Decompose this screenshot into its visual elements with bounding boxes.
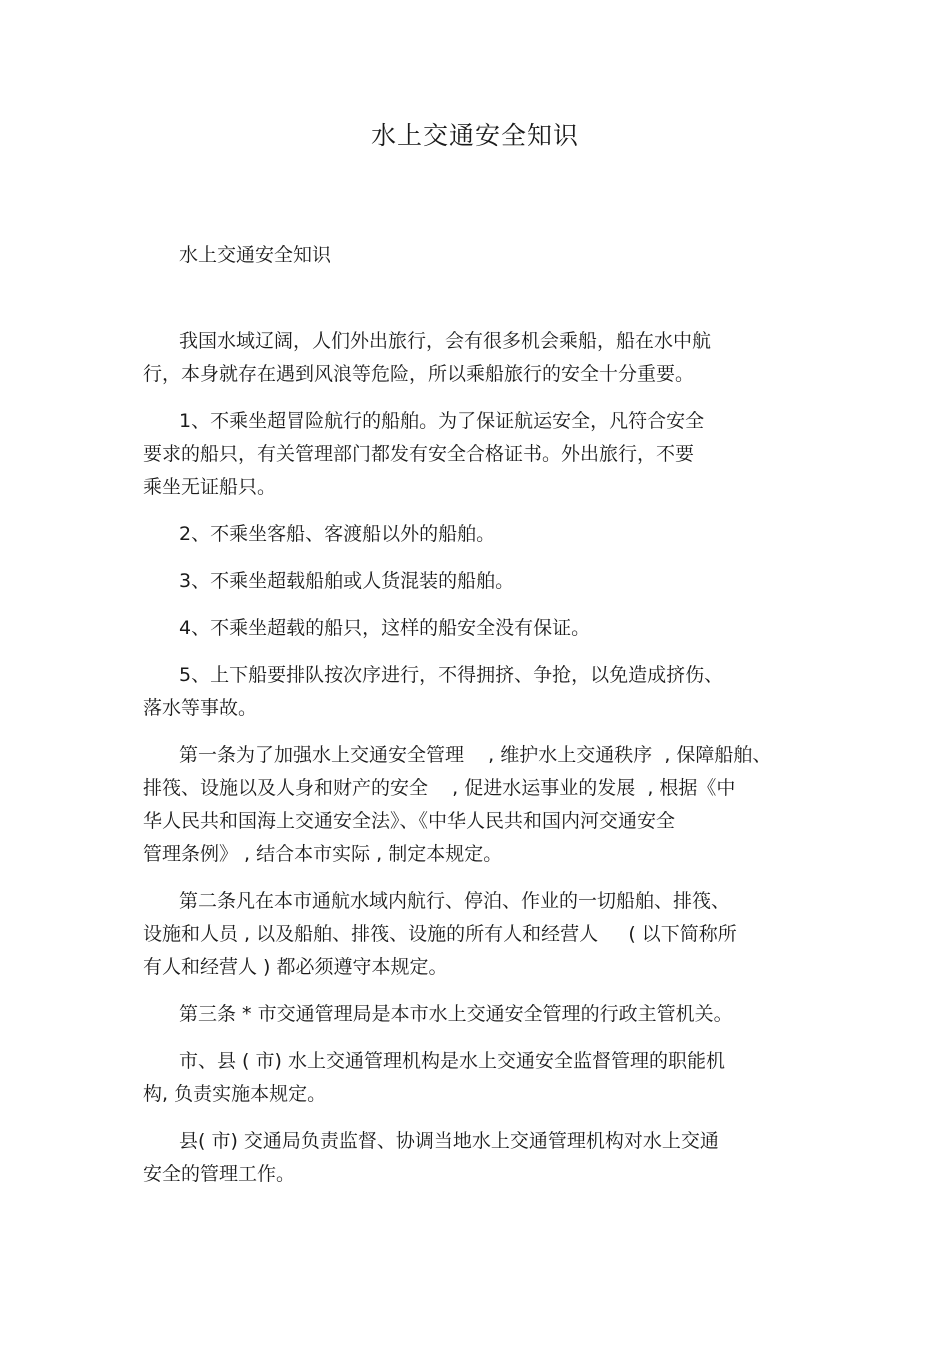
paragraph (143, 1045, 823, 1111)
paragraph-line: 县( 市) 交通局负责监督、协调当地水上交通管理机构对水上交通 (179, 1130, 719, 1152)
paragraph (143, 518, 823, 551)
paragraph (143, 659, 823, 725)
paragraph-line: 3、不乘坐超载船舶或人货混装的船舶。 (179, 570, 515, 592)
paragraph-line: 安全的管理工作。 (143, 1163, 296, 1185)
paragraph-line: 设施和人员 , 以及船舶、排筏、设施的所有人和经营人 ( 以下简称所 (143, 923, 737, 945)
paragraph (143, 1125, 823, 1191)
paragraph (143, 885, 823, 984)
paragraph-line: 行，本身就存在遇到风浪等危险，所以乘船旅行的安全十分重要。 (143, 363, 695, 385)
paragraph-line: 构, 负责实施本规定。 (143, 1083, 327, 1105)
paragraph-line: 华人民共和国海上交通安全法》、《中华人民共和国内河交通安全 (143, 810, 676, 832)
paragraph-line: 5、上下船要排队按次序进行，不得拥挤、争抢，以免造成挤伤、 (179, 664, 724, 686)
paragraph (143, 405, 823, 504)
paragraph-line: 我国水域辽阔，人们外出旅行，会有很多机会乘船，船在水中航 (179, 330, 712, 352)
paragraph-line: 乘坐无证船只。 (143, 476, 277, 498)
paragraph-line: 落水等事故。 (143, 697, 258, 719)
paragraph (143, 565, 823, 598)
paragraph-line: 第三条 * 市交通管理局是本市水上交通安全管理的行政主管机关。 (179, 1003, 733, 1025)
document-body (143, 325, 823, 1205)
paragraph-line: 4、不乘坐超载的船只，这样的船安全没有保证。 (179, 617, 591, 639)
paragraph (143, 739, 823, 871)
paragraph-line: 有人和经营人 ) 都必须遵守本规定。 (143, 956, 448, 978)
paragraph-line: 1、不乘坐超冒险航行的船舶。为了保证航运安全，凡符合安全 (179, 410, 705, 432)
paragraph (143, 325, 823, 391)
paragraph-line: 要求的船只，有关管理部门都发有安全合格证书。外出旅行，不要 (143, 443, 695, 465)
paragraph-line: 第一条为了加强水上交通安全管理 , 维护水上交通秩序 , 保障船舶、 (179, 744, 772, 766)
paragraph (143, 998, 823, 1031)
paragraph-line: 排筏、设施以及人身和财产的安全 , 促进水运事业的发展 , 根据《中 (143, 777, 736, 799)
paragraph-line: 2、不乘坐客船、客渡船以外的船舶。 (179, 523, 496, 545)
paragraph-line: 市、县 ( 市) 水上交通管理机构是水上交通安全监督管理的职能机 (179, 1050, 725, 1072)
paragraph-line: 第二条凡在本市通航水域内航行、停泊、作业的一切船舶、排筏、 (179, 890, 731, 912)
paragraph (143, 612, 823, 645)
paragraph-line: 管理条例》 , 结合本市实际 , 制定本规定。 (143, 843, 503, 865)
document-title: 水上交通安全知识 (370, 121, 579, 150)
document-subtitle: 水上交通安全知识 (179, 244, 332, 266)
